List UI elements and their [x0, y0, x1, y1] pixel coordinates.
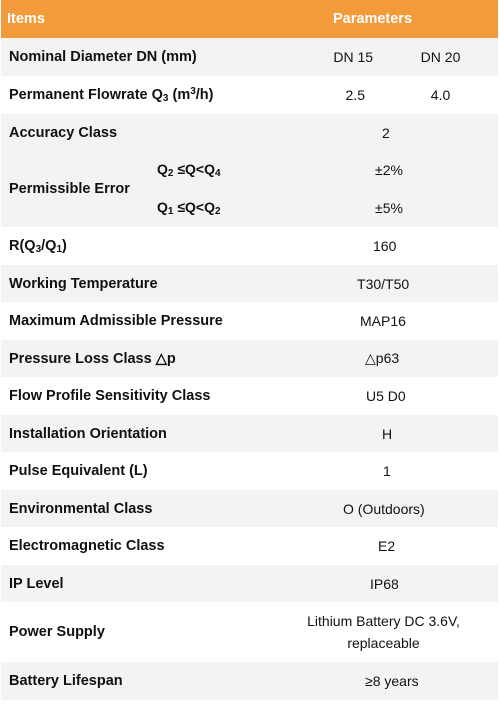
row-ratio: [1, 227, 498, 265]
row-orientation: [1, 415, 498, 452]
orientation-label: Installation Orientation: [1, 415, 269, 452]
flowrate-dn20: 4.0: [383, 76, 498, 114]
pressure-loss-label: Pressure Loss Class △p: [1, 340, 269, 377]
flowrate-label: Permanent Flowrate $Q_3$ $(m^3/h)$: [1, 76, 269, 114]
accuracy-label: Accuracy Class: [1, 114, 269, 151]
flowrate-dn15: 2.5: [269, 76, 383, 114]
accuracy-value: 2: [269, 114, 498, 151]
battery-value: ≥8 years: [269, 662, 498, 700]
power-label: Power Supply: [1, 602, 269, 662]
row-accuracy: [1, 114, 498, 151]
diameter-dn20: DN 20: [383, 38, 498, 76]
row-battery: [1, 662, 498, 700]
row-pressure-loss: [1, 340, 498, 377]
ratio-value: 160: [269, 227, 498, 265]
header-items: Items: [1, 0, 269, 38]
error-q2-value: ±2%: [269, 151, 498, 189]
header-parameters: Parameters: [269, 0, 498, 38]
power-value: [269, 602, 498, 662]
pressure-loss-value: △p63: [269, 340, 498, 377]
temperature-value: T30/T50: [269, 265, 498, 302]
row-flow-profile: [1, 377, 498, 415]
ip-label: IP Level: [1, 565, 269, 602]
orientation-value: H: [269, 415, 498, 452]
power-value-line1: Lithium Battery DC 3.6V,: [307, 613, 460, 629]
row-diameter: [1, 38, 498, 76]
ratio-label: $R(Q_3/Q_1)$: [1, 227, 269, 265]
row-pulse: [1, 452, 498, 490]
electromagnetic-value: E2: [269, 527, 498, 565]
electromagnetic-label: Electromagnetic Class: [1, 527, 269, 565]
diameter-dn15: DN 15: [269, 38, 383, 76]
row-pressure: [1, 302, 498, 340]
ip-value: IP68: [269, 565, 498, 602]
environmental-value: O (Outdoors): [269, 490, 498, 527]
error-q1-range: $Q_1 \le Q<Q_2$: [149, 189, 269, 227]
pulse-label: Pulse Equivalent (L): [1, 452, 269, 490]
row-temperature: [1, 265, 498, 302]
environmental-label: Environmental Class: [1, 490, 269, 527]
row-ip: [1, 565, 498, 602]
pulse-value: 1: [269, 452, 498, 490]
row-environmental: [1, 490, 498, 527]
pressure-value: MAP16: [269, 302, 498, 340]
flow-profile-label: Flow Profile Sensitivity Class: [1, 377, 269, 415]
row-flowrate: [1, 76, 498, 114]
pressure-label: Maximum Admissible Pressure: [1, 302, 269, 340]
temperature-label: Working Temperature: [1, 265, 269, 302]
header-row: [1, 0, 498, 38]
error-label: Permissible Error: [1, 151, 149, 227]
row-electromagnetic: [1, 527, 498, 565]
power-value-line2: replaceable: [347, 635, 420, 651]
row-error-1: [1, 151, 498, 189]
battery-label: Battery Lifespan: [1, 662, 269, 700]
spec-table: [1, 0, 498, 700]
row-power: [1, 602, 498, 662]
flow-profile-value: U5 D0: [269, 377, 498, 415]
error-q2-range: $Q_2 \le Q<Q_4$: [149, 151, 269, 189]
error-q1-value: ±5%: [269, 189, 498, 227]
diameter-label: Nominal Diameter DN (mm): [1, 38, 269, 76]
